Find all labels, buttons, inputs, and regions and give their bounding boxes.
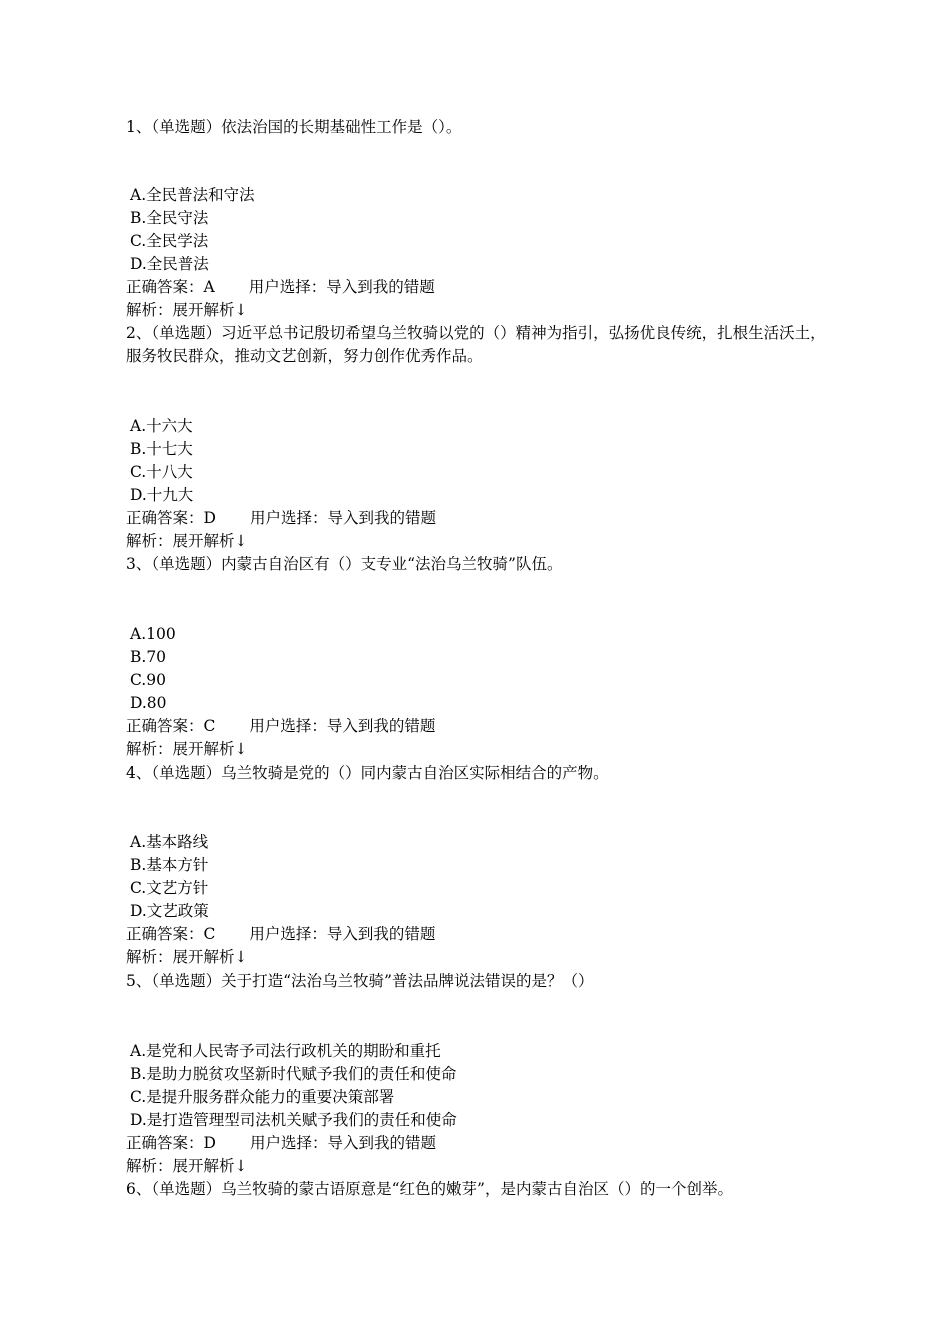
question-1-option-b: B.全民守法 (130, 209, 209, 227)
question-2-option-a: A.十六大 (130, 417, 193, 435)
question-5-analysis: 解析：展开解析↓ (126, 1157, 248, 1175)
question-5-option-a: A.是党和人民寄予司法行政机关的期盼和重托 (130, 1042, 441, 1060)
question-5-option-c: C.是提升服务群众能力的重要决策部署 (130, 1088, 395, 1106)
question-5-answer-row (126, 1132, 436, 1155)
question-1-option-d: D.全民普法 (130, 255, 209, 273)
question-4-option-a: A.基本路线 (130, 833, 209, 851)
question-2-option-b: B.十七大 (130, 440, 193, 458)
question-3-stem: 3、（单选题）内蒙古自治区有（）支专业“法治乌兰牧骑”队伍。 (126, 555, 563, 573)
question-3-option-a: A.100 (130, 625, 176, 643)
question-4-option-c: C.文艺方针 (130, 879, 209, 897)
question-4-stem: 4、（单选题）乌兰牧骑是党的（）同内蒙古自治区实际相结合的产物。 (126, 764, 609, 782)
question-2-answer-row (126, 507, 436, 530)
question-1-analysis: 解析：展开解析↓ (126, 301, 248, 319)
question-1-option-a: A.全民普法和守法 (130, 186, 255, 204)
question-2-stem: 2、（单选题）习近平总书记殷切希望乌兰牧骑以党的（）精神为指引，弘扬优良传统，扎根生活沃土，服务牧民群众，推动文艺创新，努力创作优秀作品。 (126, 324, 826, 365)
question-4-answer-row (126, 923, 435, 946)
question-4-answer: 正确答案：C (126, 925, 216, 943)
question-4-option-b: B.基本方针 (130, 856, 209, 874)
question-5-option-d: D.是打造管理型司法机关赋予我们的责任和使命 (130, 1111, 457, 1129)
question-5-user-choice: 用户选择：导入到我的错题 (249, 1134, 436, 1152)
question-3-analysis: 解析：展开解析↓ (126, 740, 248, 758)
question-1-stem: 1、（单选题）依法治国的长期基础性工作是（）。 (126, 118, 462, 136)
question-5-answer: 正确答案：D (126, 1134, 216, 1152)
question-3-option-d: D.80 (130, 694, 167, 712)
question-2-option-c: C.十八大 (130, 463, 193, 481)
question-1-answer-row (126, 276, 435, 299)
question-3-option-c: C.90 (130, 671, 166, 689)
question-6-stem: 6、（单选题）乌兰牧骑的蒙古语原意是“红色的嫩芽”，是内蒙古自治区（）的一个创举。 (126, 1180, 733, 1198)
question-3-answer-row (126, 715, 435, 738)
question-5-stem: 5、（单选题）关于打造“法治乌兰牧骑”普法品牌说法错误的是？（） (126, 972, 594, 990)
question-2-answer: 正确答案：D (126, 509, 216, 527)
question-1-answer: 正确答案：A (126, 278, 215, 296)
question-5-option-b: B.是助力脱贫攻坚新时代赋予我们的责任和使命 (130, 1065, 457, 1083)
question-2-user-choice: 用户选择：导入到我的错题 (249, 509, 436, 527)
question-4-option-d: D.文艺政策 (130, 902, 209, 920)
question-3-answer: 正确答案：C (126, 717, 216, 735)
question-3-option-b: B.70 (130, 648, 167, 666)
question-2-analysis: 解析：展开解析↓ (126, 532, 248, 550)
question-2-option-d: D.十九大 (130, 486, 194, 504)
question-3-user-choice: 用户选择：导入到我的错题 (249, 717, 436, 735)
question-4-user-choice: 用户选择：导入到我的错题 (249, 925, 436, 943)
question-1-option-c: C.全民学法 (130, 232, 209, 250)
question-1-user-choice: 用户选择：导入到我的错题 (248, 278, 435, 296)
question-4-analysis: 解析：展开解析↓ (126, 948, 248, 966)
